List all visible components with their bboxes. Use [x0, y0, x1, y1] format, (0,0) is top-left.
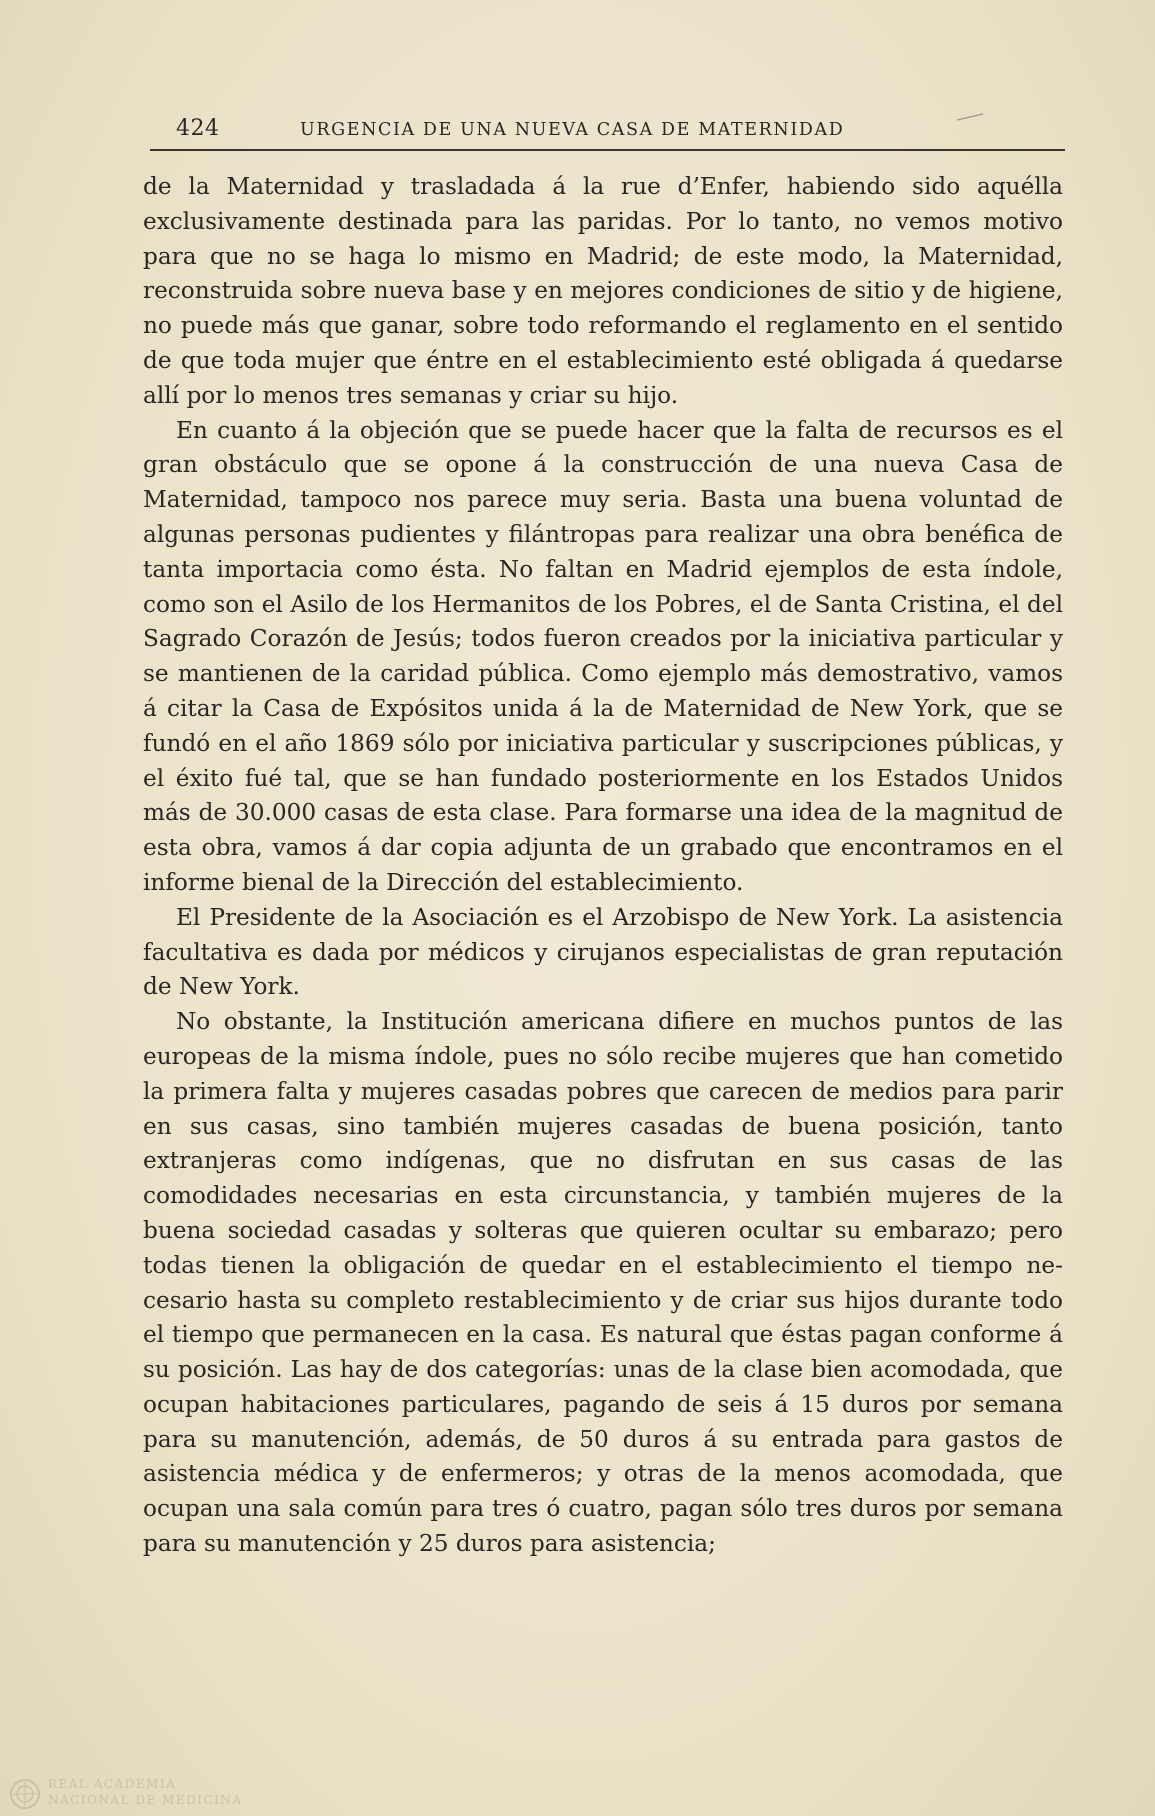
body-text — [143, 170, 1063, 1562]
pencil-mark-icon — [955, 112, 985, 122]
paragraph-1: de la Maternidad y trasladada á la rue d’Enfer, habiendo sido aquélla exclusivamente destinada para las paridas. Por lo tanto, no vemos motivo para que no se haga lo mismo en Madrid; de este modo, la Maternidad, reconstruida sobre nueva base y en mejores condiciones de sitio y de higiene, no puede más que ganar, sobre todo reformando el reglamento en el sentido de que toda mujer que éntre en el establecimiento esté obligada á quedarse allí por lo menos tres semanas y criar su hijo. — [143, 173, 1063, 409]
stamp-line-2: NACIONAL DE MEDICINA — [48, 1793, 243, 1807]
running-title: URGENCIA DE UNA NUEVA CASA DE MATERNIDAD — [300, 120, 845, 140]
paragraph-4: No obstante, la Institución americana difiere en muchos puntos de las europeas de la misma índole, pues no sólo recibe mujeres que han cometido la primera falta y mujeres casadas pobres que carecen de medios para parir en sus casas, sino también mujeres casadas de buena posición, tanto extranjeras como indígenas, que no disfrutan en sus casas de las comodidades necesarias en esta circunstancia, y también mujeres de la buena sociedad casadas y solteras que quieren ocultar su embarazo; pero todas tienen la obligación de quedar en el establecimiento el tiempo necesario hasta su completo restablecimiento y de criar sus hijos durante todo el tiempo que permanecen en la casa. Es natural que éstas pagan conforme á su posición. Las hay de dos categorías: unas de la clase bien acomodada, que ocupan habitaciones particulares, pagando de seis á 15 duros por semana para su manutención, además, de 50 duros á su entrada para gastos de asistencia médica y de enfermeros; y otras de la menos acomodada, que ocupan una sala común para tres ó cuatro, pagan sólo tres duros por semana para su manutención y 25 duros para asistencia; — [143, 1008, 1063, 1558]
stamp-line-1: REAL ACADEMIA — [48, 1777, 177, 1791]
page-number: 424 — [176, 116, 220, 141]
academy-seal-icon — [8, 1777, 42, 1811]
header-rule — [150, 149, 1065, 151]
paragraph-2: En cuanto á la objeción que se puede hacer que la falta de recursos es el gran obstáculo que se opone á la construcción de una nueva Casa de Maternidad, tampoco nos parece muy seria. Basta una buena voluntad de algunas personas pudientes y filántropas para realizar una obra benéfica de tanta importacia como ésta. No faltan en Madrid ejemplos de esta índole, como son el Asilo de los Hermanitos de los Pobres, el de Santa Cristina, el del Sagrado Corazón de Jesús; todos fueron creados por la iniciativa particular y se mantienen de la caridad pública. Como ejemplo más demostrativo, vamos á citar la Casa de Expósitos unida á la de Maternidad de New York, que se fundó en el año 1869 sólo por iniciativa particular y suscripciones públicas, y el éxito fué tal, que se han fundado posteriormente en los Estados Unidos más de 30.000 casas de esta clase. Para formarse una idea de la magnitud de esta obra, vamos á dar copia adjunta de un grabado que encontramos en el informe bienal de la Dirección del establecimiento. — [143, 416, 1063, 896]
paragraph-3: El Presidente de la Asociación es el Arzobispo de New York. La asistencia facultativa es dada por médicos y cirujanos especialistas de gran reputación de New York. — [143, 903, 1063, 1001]
page-header — [150, 114, 1065, 150]
library-stamp — [8, 1775, 243, 1813]
